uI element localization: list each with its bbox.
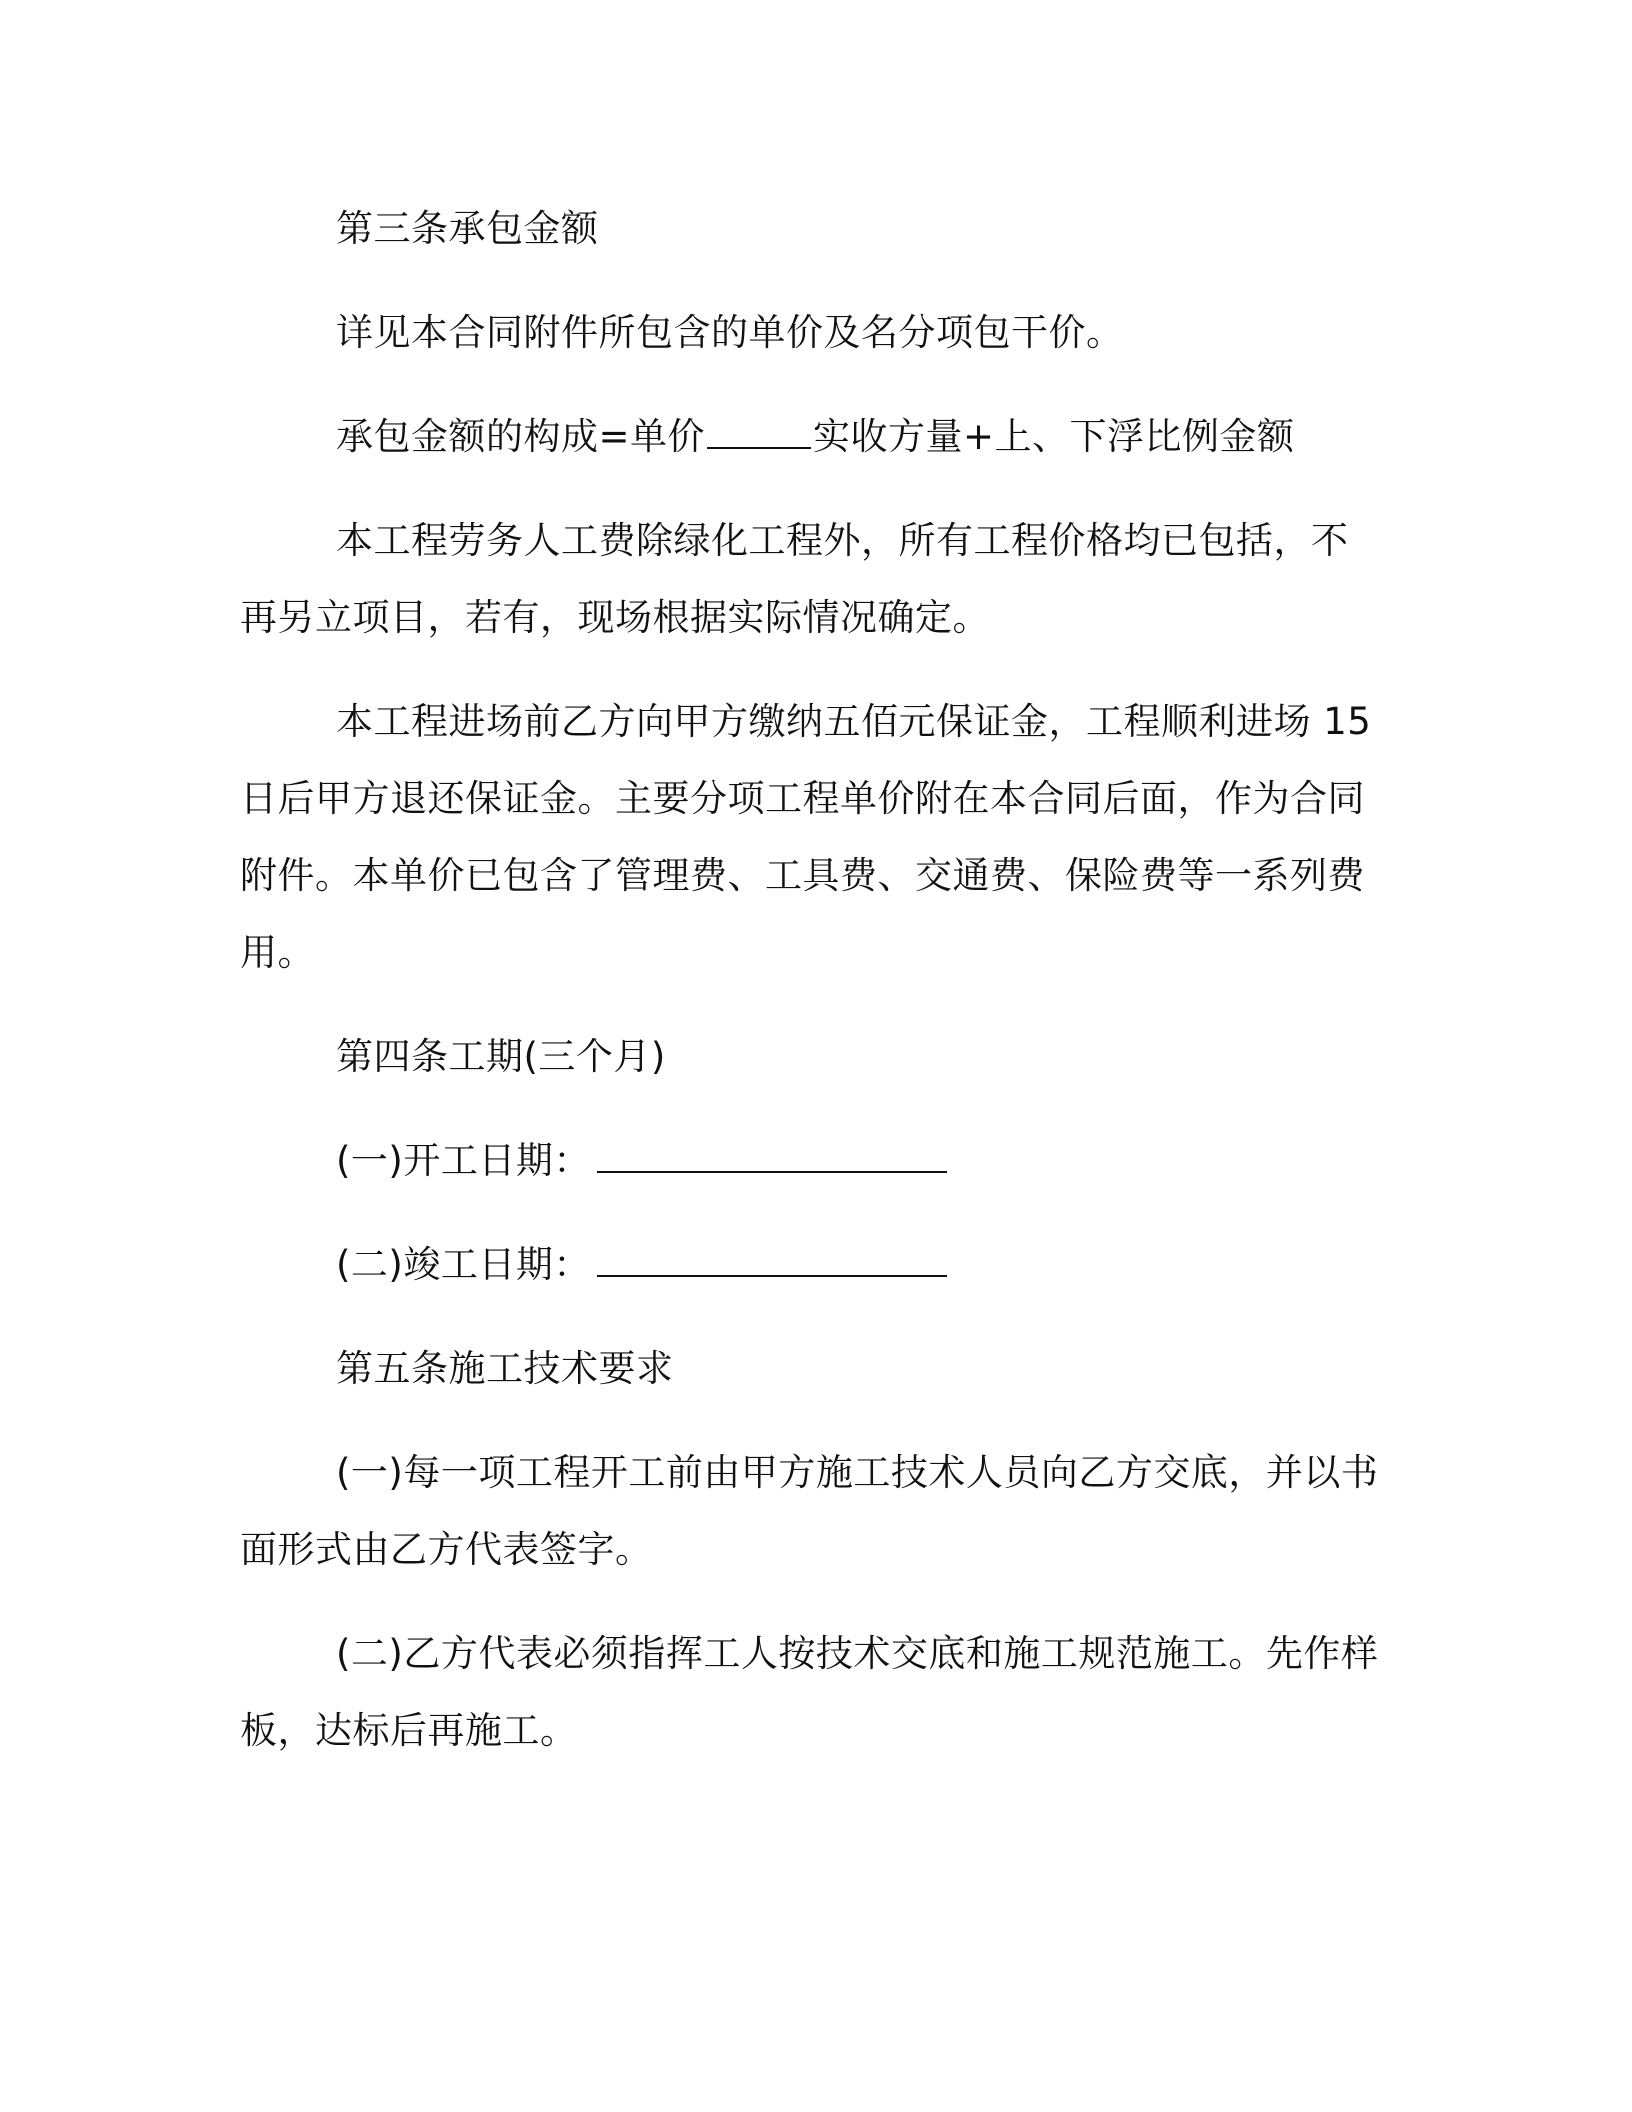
article-3-heading: 第三条承包金额 (336, 207, 599, 250)
unit-price-blank (707, 420, 811, 449)
amount-formula-after-blank: 实收方量+上、下浮比例金额 (813, 415, 1295, 458)
contract-amount-reference: 详见本合同附件所包含的单价及名分项包干价。 (336, 311, 1124, 354)
article-4-heading: 第四条工期(三个月) (336, 1035, 666, 1078)
start-date-label: (一)开工日期： (336, 1139, 591, 1182)
article-5-heading: 第五条施工技术要求 (336, 1347, 674, 1390)
amount-formula-before-blank: 承包金额的构成=单价 (336, 415, 706, 458)
amount-formula (240, 398, 1380, 475)
completion-date-blank (597, 1248, 947, 1277)
completion-date-label: (二)竣工日期： (336, 1243, 591, 1286)
completion-date-line (240, 1226, 1380, 1303)
start-date-blank (597, 1144, 947, 1173)
start-date-line (240, 1122, 1380, 1199)
labor-cost-clause: 本工程劳务人工费除绿化工程外，所有工程价格均已包括，不再另立项目，若有，现场根据实际情况确定。 (240, 519, 1349, 639)
construction-standard-clause: (二)乙方代表必须指挥工人按技术交底和施工规范施工。先作样板，达标后再施工。 (240, 1632, 1379, 1752)
deposit-clause: 本工程进场前乙方向甲方缴纳五佰元保证金，工程顺利进场 15 日后甲方退还保证金。主要分项工程单价附在本合同后面，作为合同附件。本单价已包含了管理费、工具费、交通费、保险费等一系列费用。 (240, 700, 1372, 974)
document-body (240, 190, 1380, 1796)
technical-briefing-clause: (一)每一项工程开工前由甲方施工技术人员向乙方交底，并以书面形式由乙方代表签字。 (240, 1451, 1379, 1571)
